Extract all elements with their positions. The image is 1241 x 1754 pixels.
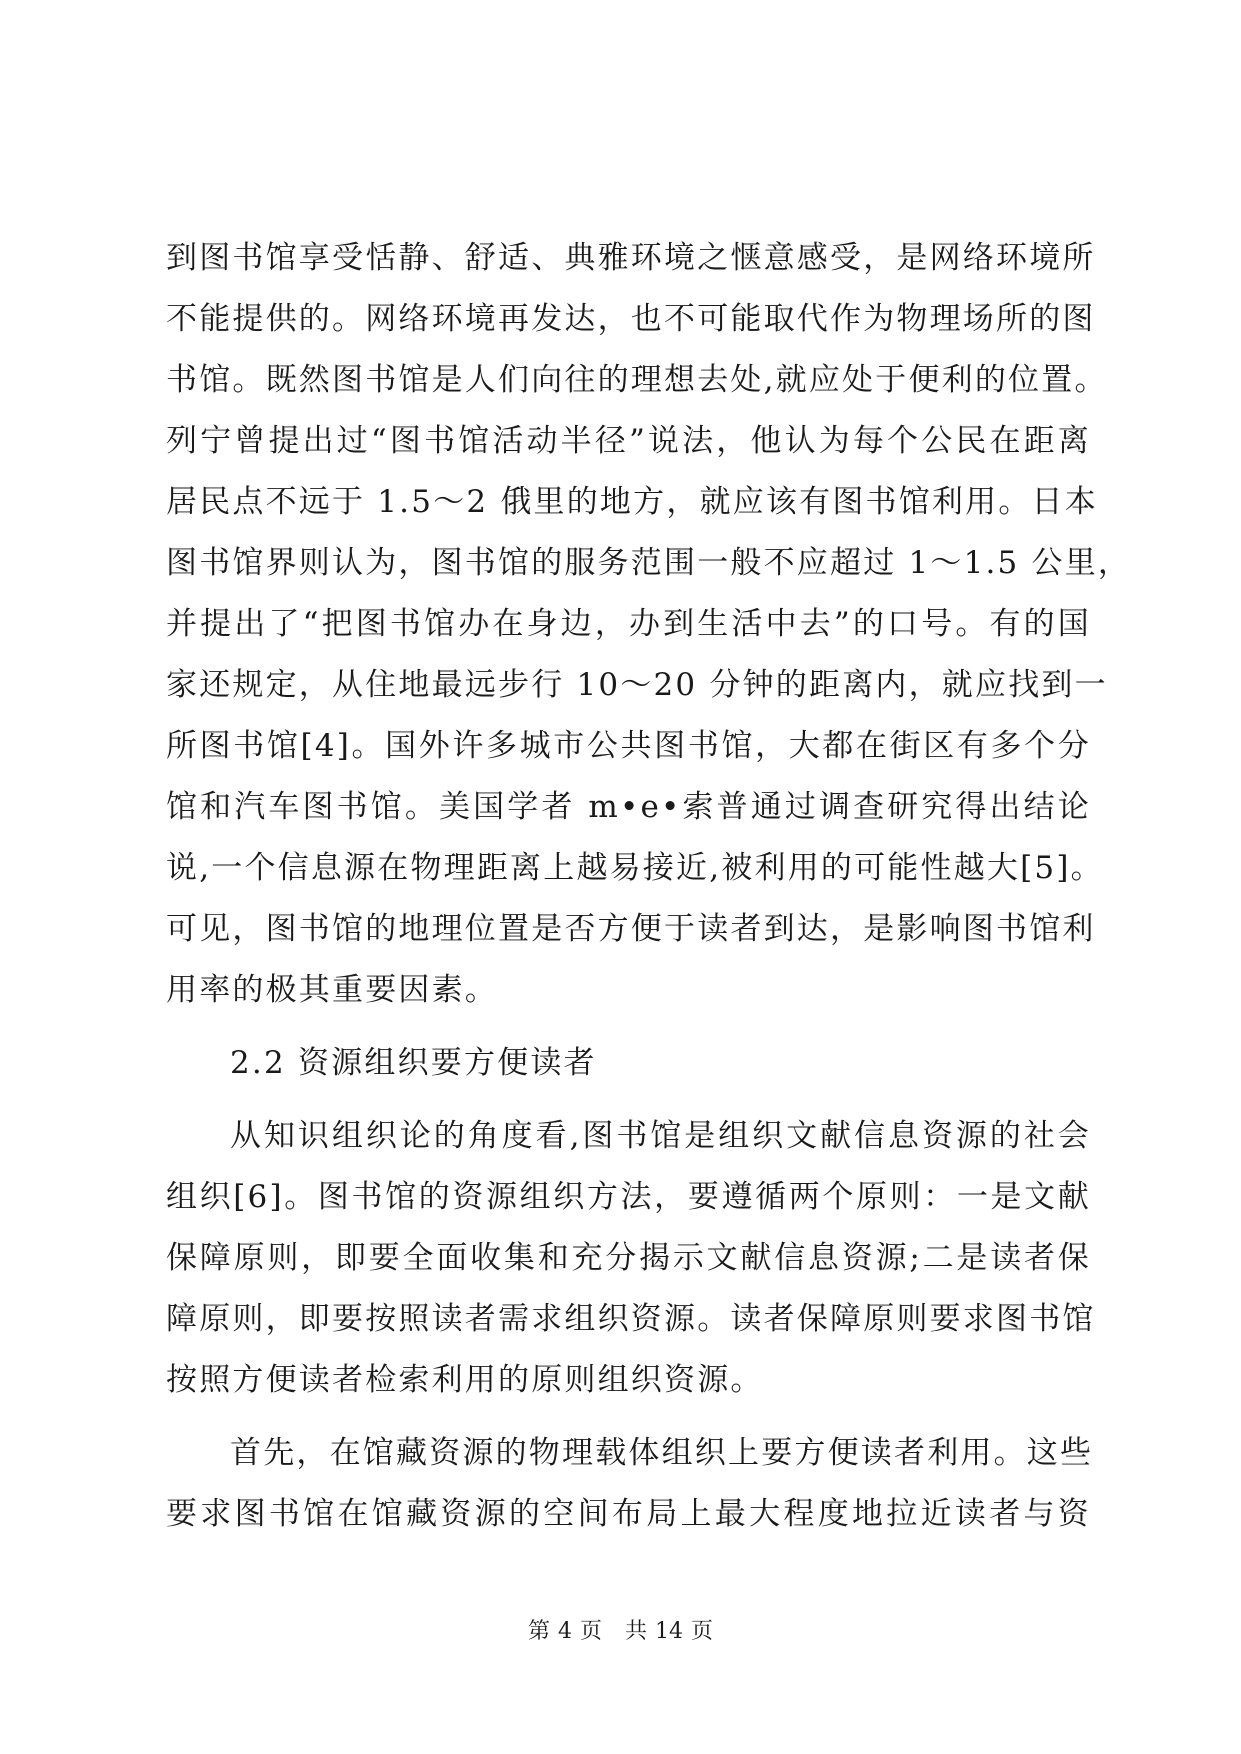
paragraph-1-line-11: 说,一个信息源在物理距离上越易接近,被利用的可能性越大[5]。	[166, 850, 1104, 886]
paragraph-3-line-1: 首先，在馆藏资源的物理载体组织上要方便读者利用。这些	[230, 1435, 1094, 1471]
paragraph-2-line-5: 按照方便读者检索利用的原则组织资源。	[166, 1362, 764, 1398]
body-text	[166, 228, 1132, 1545]
paragraph-3-line-2: 要求图书馆在馆藏资源的空间布局上最大程度地拉近读者与资	[166, 1496, 1091, 1532]
page-mid: 页	[579, 1619, 602, 1644]
total-pages-label	[621, 1619, 717, 1644]
section-heading: 2.2 资源组织要方便读者	[230, 1045, 597, 1081]
total-pages: 14	[655, 1619, 684, 1644]
paragraph-1-line-4: 列宁曾提出过“图书馆活动半径”说法，他认为每个公民在距离	[166, 423, 1091, 459]
paragraph-1-line-1: 到图书馆享受恬静、舒适、典雅环境之惬意感受，是网络环境所	[166, 240, 1096, 276]
spacer	[166, 1021, 1091, 1033]
page-footer	[0, 1614, 1241, 1645]
spacer	[166, 1094, 1091, 1106]
page-prefix: 第	[527, 1619, 550, 1644]
total-prefix: 共	[625, 1619, 648, 1644]
spacer	[166, 1411, 1091, 1423]
paragraph-1-line-10: 馆和汽车图书馆。美国学者 m•e•索普通过调查研究得出结论	[166, 789, 1091, 825]
page-number: 4	[557, 1619, 572, 1644]
paragraph-1-line-13: 用率的极其重要因素。	[166, 972, 498, 1008]
paragraph-2-line-2: 组织[6]。图书馆的资源组织方法，要遵循两个原则：一是文献	[166, 1179, 1091, 1215]
paragraph-1-line-2: 不能提供的。网络环境再发达，也不可能取代作为物理场所的图	[166, 301, 1096, 337]
total-suffix: 页	[691, 1619, 714, 1644]
paragraph-1-line-9: 所图书馆[4]。国外许多城市公共图书馆，大都在街区有多个分	[166, 728, 1091, 764]
paragraph-1-line-3: 书馆。既然图书馆是人们向往的理想去处,就应处于便利的位置。	[166, 362, 1108, 398]
paragraph-1-line-12: 可见，图书馆的地理位置是否方便于读者到达，是影响图书馆利	[166, 911, 1096, 947]
paragraph-2-line-1: 从知识组织论的角度看,图书馆是组织文献信息资源的社会	[230, 1118, 1091, 1154]
paragraph-1-line-7: 并提出了“把图书馆办在身边，办到生活中去”的口号。有的国	[166, 606, 1091, 642]
paragraph-1-line-8: 家还规定，从住地最远步行 10～20 分钟的距离内，就应找到一	[166, 667, 1108, 703]
paragraph-1-line-6: 图书馆界则认为，图书馆的服务范围一般不应超过 1～1.5 公里，	[166, 545, 1132, 581]
paragraph-2-line-4: 障原则，即要按照读者需求组织资源。读者保障原则要求图书馆	[166, 1301, 1096, 1337]
paragraph-1-line-5: 居民点不远于 1.5～2 俄里的地方，就应该有图书馆利用。日本	[166, 484, 1098, 520]
page-number-label	[524, 1619, 606, 1644]
paragraph-2-line-3: 保障原则，即要全面收集和充分揭示文献信息资源;二是读者保	[166, 1240, 1091, 1276]
